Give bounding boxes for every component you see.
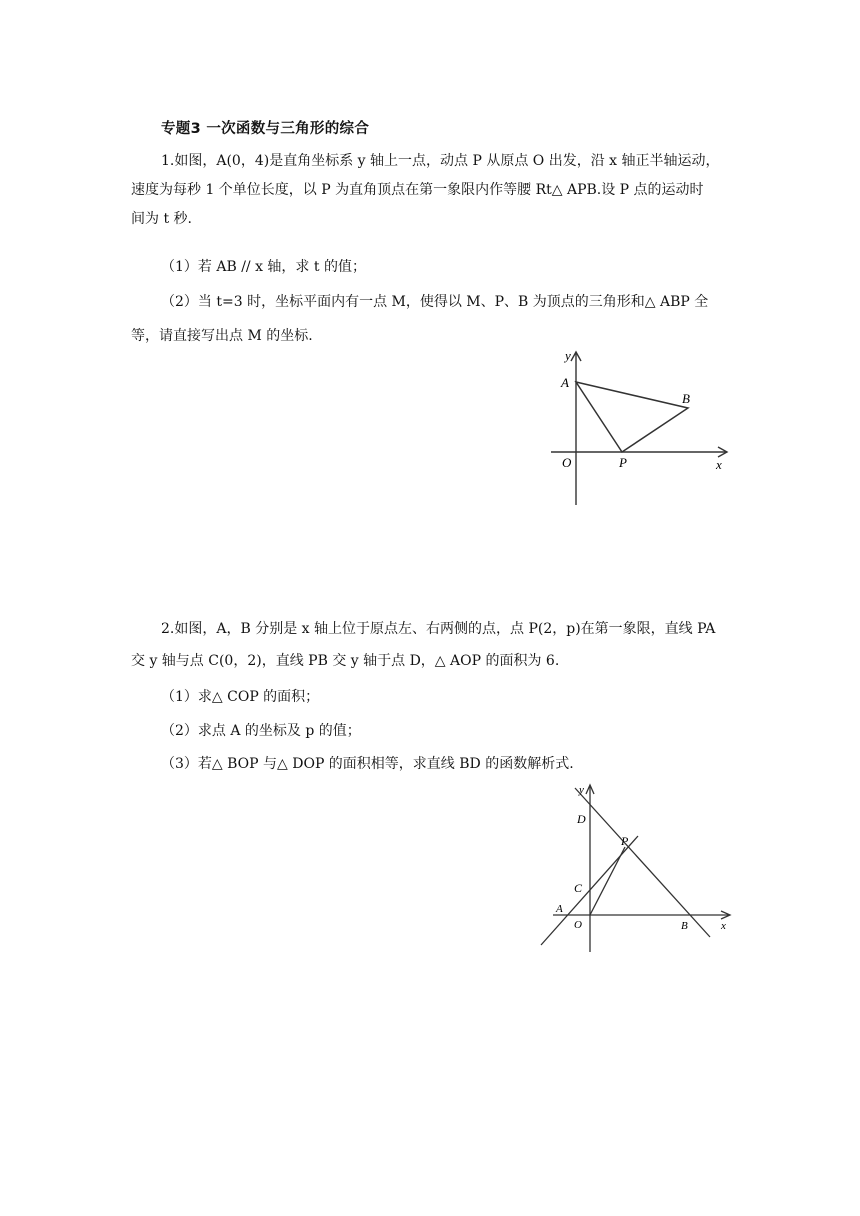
page-title: 专题3 一次函数与三角形的综合 — [161, 121, 370, 137]
q2-label-a: A — [556, 903, 563, 915]
q2-label-p: P — [621, 834, 629, 848]
q1-part-1: （1）若 AB // x 轴，求 t 的值； — [161, 259, 366, 275]
q2-label-o: O — [574, 919, 582, 931]
q2-figure — [535, 780, 735, 960]
q1-label-y: y — [565, 348, 571, 363]
q1-label-o: O — [562, 455, 572, 470]
q1-stem-line-3: 间为 t 秒. — [131, 211, 192, 227]
q2-label-c: C — [574, 881, 583, 895]
q1-label-x: x — [716, 457, 722, 472]
q1-part-2-line-1: （2）当 t=3 时，坐标平面内有一点 M，使得以 M、P、B 为顶点的三角形和△ ABP 全 — [161, 294, 709, 310]
q1-label-p: P — [619, 455, 627, 470]
q1-part-2-line-2: 等，请直接写出点 M 的坐标. — [131, 328, 313, 344]
q2-part-3: （3）若△ BOP 与△ DOP 的面积相等，求直线 BD 的函数解析式. — [161, 756, 574, 772]
q1-stem-line-1: 1.如图，A(0，4)是直角坐标系 y 轴上一点，动点 P 从原点 O 出发，沿 x 轴正半轴运动， — [161, 153, 720, 169]
q1-label-a: A — [561, 375, 569, 390]
q2-label-d: D — [577, 812, 586, 826]
q2-label-x: x — [721, 920, 726, 932]
q2-part-1: （1）求△ COP 的面积； — [161, 689, 320, 705]
q2-label-b: B — [681, 920, 688, 932]
q1-label-b: B — [682, 391, 690, 406]
q2-stem-line-1: 2.如图，A，B 分别是 x 轴上位于原点左、右两侧的点，点 P(2，p)在第一象限，直线 PA — [161, 621, 716, 637]
q2-stem-line-2: 交 y 轴与点 C(0，2)，直线 PB 交 y 轴于点 D，△ AOP 的面积为 6. — [131, 653, 560, 669]
q1-figure — [545, 345, 735, 510]
q1-triangle-apb — [576, 382, 688, 452]
q2-part-2: （2）求点 A 的坐标及 p 的值； — [161, 723, 361, 739]
q2-segment-op — [590, 847, 625, 915]
q1-stem-line-2: 速度为每秒 1 个单位长度，以 P 为直角顶点在第一象限内作等腰 Rt△ APB.设 P 点的运动时 — [131, 182, 704, 198]
q2-label-y: y — [579, 784, 584, 796]
